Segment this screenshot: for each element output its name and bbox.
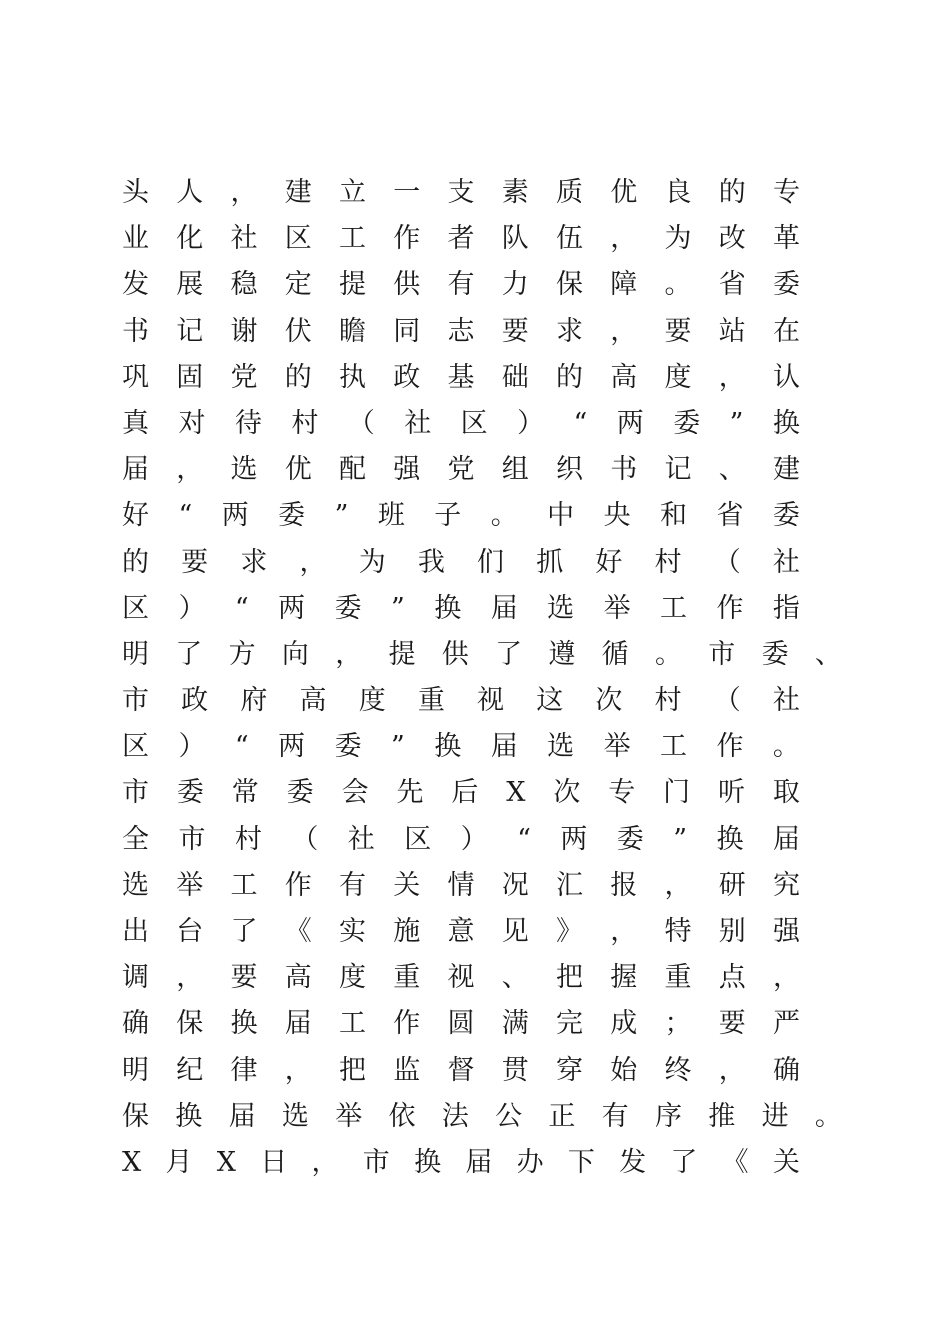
text-line: 区 ） “ 两 委 ” 换 届 选 举 工 作 。 [122, 731, 800, 763]
text-line: 调 ， 要 高 度 重 视 、 把 握 重 点 ， [122, 962, 800, 994]
text-line: 市 政 府 高 度 重 视 这 次 村 （ 社 [122, 685, 800, 717]
text-line: 好 “ 两 委 ” 班 子 。 中 央 和 省 委 [122, 500, 800, 532]
text-line: 的 要 求 ， 为 我 们 抓 好 村 （ 社 [122, 546, 800, 578]
text-line: 全 市 村 （ 社 区 ） “ 两 委 ” 换 届 [122, 823, 800, 855]
text-line: 巩 固 党 的 执 政 基 础 的 高 度 ， 认 [122, 361, 800, 393]
text-line: 选 举 工 作 有 关 情 况 汇 报 ， 研 究 [122, 869, 800, 901]
text-line: 真 对 待 村 （ 社 区 ） “ 两 委 ” 换 [122, 407, 800, 439]
text-line: 书 记 谢 伏 瞻 同 志 要 求 ， 要 站 在 [122, 315, 800, 347]
text-line: 发 展 稳 定 提 供 有 力 保 障 。 省 委 [122, 269, 800, 301]
body-text [122, 170, 842, 1186]
text-line: 头 人 ， 建 立 一 支 素 质 优 良 的 专 [122, 177, 800, 208]
text-line: 届 ， 选 优 配 强 党 组 织 书 记 、 建 [122, 454, 800, 486]
text-line: 出 台 了 《 实 施 意 见 》 ， 特 别 强 [122, 916, 800, 947]
text-line: 保 换 届 选 举 依 法 公 正 有 序 推 进 。 [122, 1100, 842, 1132]
text-line: 明 纪 律 ， 把 监 督 贯 穿 始 终 ， 确 [122, 1054, 800, 1086]
text-line: 区 ） “ 两 委 ” 换 届 选 举 工 作 指 [122, 592, 800, 624]
text-line: 确 保 换 届 工 作 圆 满 完 成 ； 要 严 [122, 1008, 800, 1040]
text-line: X 月 X 日 ， 市 换 届 办 下 发 了 《 关 [122, 1146, 800, 1178]
text-line: 业 化 社 区 工 作 者 队 伍 ， 为 改 革 [122, 223, 800, 255]
text-line: 市 委 常 委 会 先 后 X 次 专 门 听 取 [122, 777, 800, 809]
text-line: 明 了 方 向 ， 提 供 了 遵 循 。 市 委 、 [122, 638, 842, 670]
